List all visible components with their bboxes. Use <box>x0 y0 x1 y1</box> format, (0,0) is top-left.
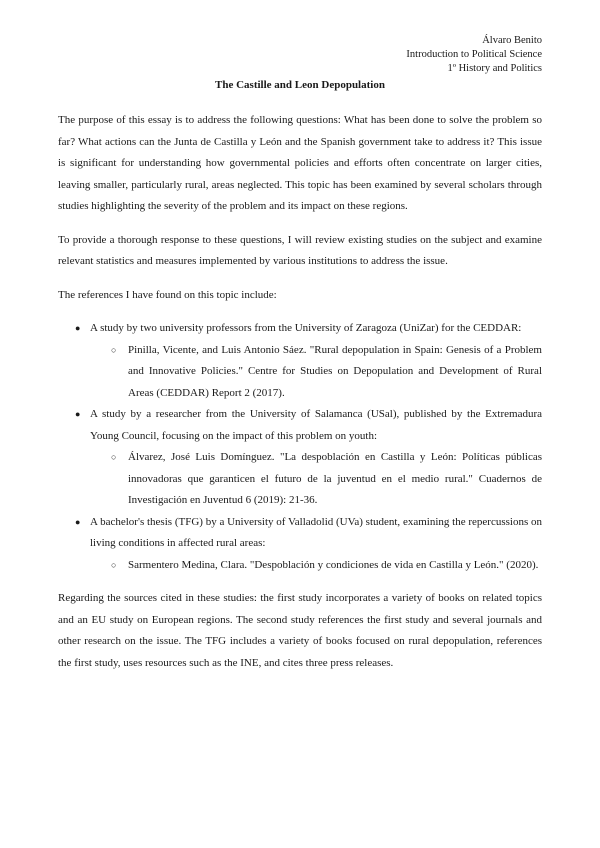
citation-list <box>90 340 542 405</box>
intro-paragraph: The purpose of this essay is to address the following questions: What has been done to solve the problem so far? What actions can the Junta de Castilla y León and the Spanish government take to address it? This issue is significant for understanding how governmental policies and efforts often concentrate on larger cities, leaving smaller, particularly rural, areas neglected. This topic has been examined by several scholars through studies highlighting the severity of the problem and its impact on these regions. <box>58 114 542 212</box>
reference-description: A study by a researcher from the University of Salamanca (USal), published by the Extremadura Young Council, focusing on the impact of this problem on youth: <box>90 408 542 442</box>
circle-bullet-icon: ○ <box>111 452 117 462</box>
reference-item <box>58 404 542 512</box>
bullet-icon: ● <box>75 409 81 419</box>
document-header <box>58 34 542 76</box>
references-list <box>58 318 542 576</box>
citation-list <box>90 447 542 512</box>
circle-bullet-icon: ○ <box>111 559 117 570</box>
citation-item <box>90 555 542 577</box>
citation-item <box>90 340 542 405</box>
citation-text: Pinilla, Vicente, and Luis Antonio Sáez. "Rural depopulation in Spain: Genesis of a Problem and Innovative Policies." Centre for Studies on Depopulation and Development of Rural Areas (CEDDAR) Report 2 (2017). <box>128 343 542 399</box>
bullet-icon: ● <box>75 516 81 527</box>
reference-description: A bachelor's thesis (TFG) by a University of Valladolid (UVa) student, examining the repercussions on living conditions in affected rural areas: <box>90 515 542 549</box>
course-name: Introduction to Political Science <box>406 49 542 60</box>
sources-paragraph: Regarding the sources cited in these studies: the first study incorporates a variety of books on related topics and an EU study on European regions. The second study references the first study and several journals and other research on the issue. The TFG includes a variety of books focused on rural depopulation, references the first study, uses resources such as the INE, and cites three press releases. <box>58 592 542 669</box>
citation-list <box>90 555 542 577</box>
reference-item <box>58 512 542 577</box>
citation-text: Sarmentero Medina, Clara. "Despoblación y condiciones de vida en Castilla y León." (2020). <box>128 558 539 571</box>
document-title: The Castille and Leon Depopulation <box>215 79 385 91</box>
citation-text: Álvarez, José Luis Domínguez. "La despoblación en Castilla y León: Políticas públicas innovadoras que garanticen el futuro de la juventud en el medio rural." Cuadernos de Investigación en Juventud 6 (2019): 21-36. <box>128 451 542 506</box>
circle-bullet-icon: ○ <box>111 344 117 355</box>
bullet-icon: ● <box>75 323 81 333</box>
reference-description: A study by two university professors from the University of Zaragoza (UniZar) for the CEDDAR: <box>90 322 522 334</box>
author-name: Álvaro Benito <box>482 35 542 46</box>
program-name: 1º History and Politics <box>447 63 542 74</box>
references-intro-paragraph: The references I have found on this topic include: <box>58 288 277 301</box>
citation-item <box>90 447 542 512</box>
method-paragraph: To provide a thorough response to these questions, I will review existing studies on the subject and examine relevant statistics and measures implemented by various institutions to address the issue. <box>58 233 542 267</box>
reference-item <box>58 318 542 404</box>
